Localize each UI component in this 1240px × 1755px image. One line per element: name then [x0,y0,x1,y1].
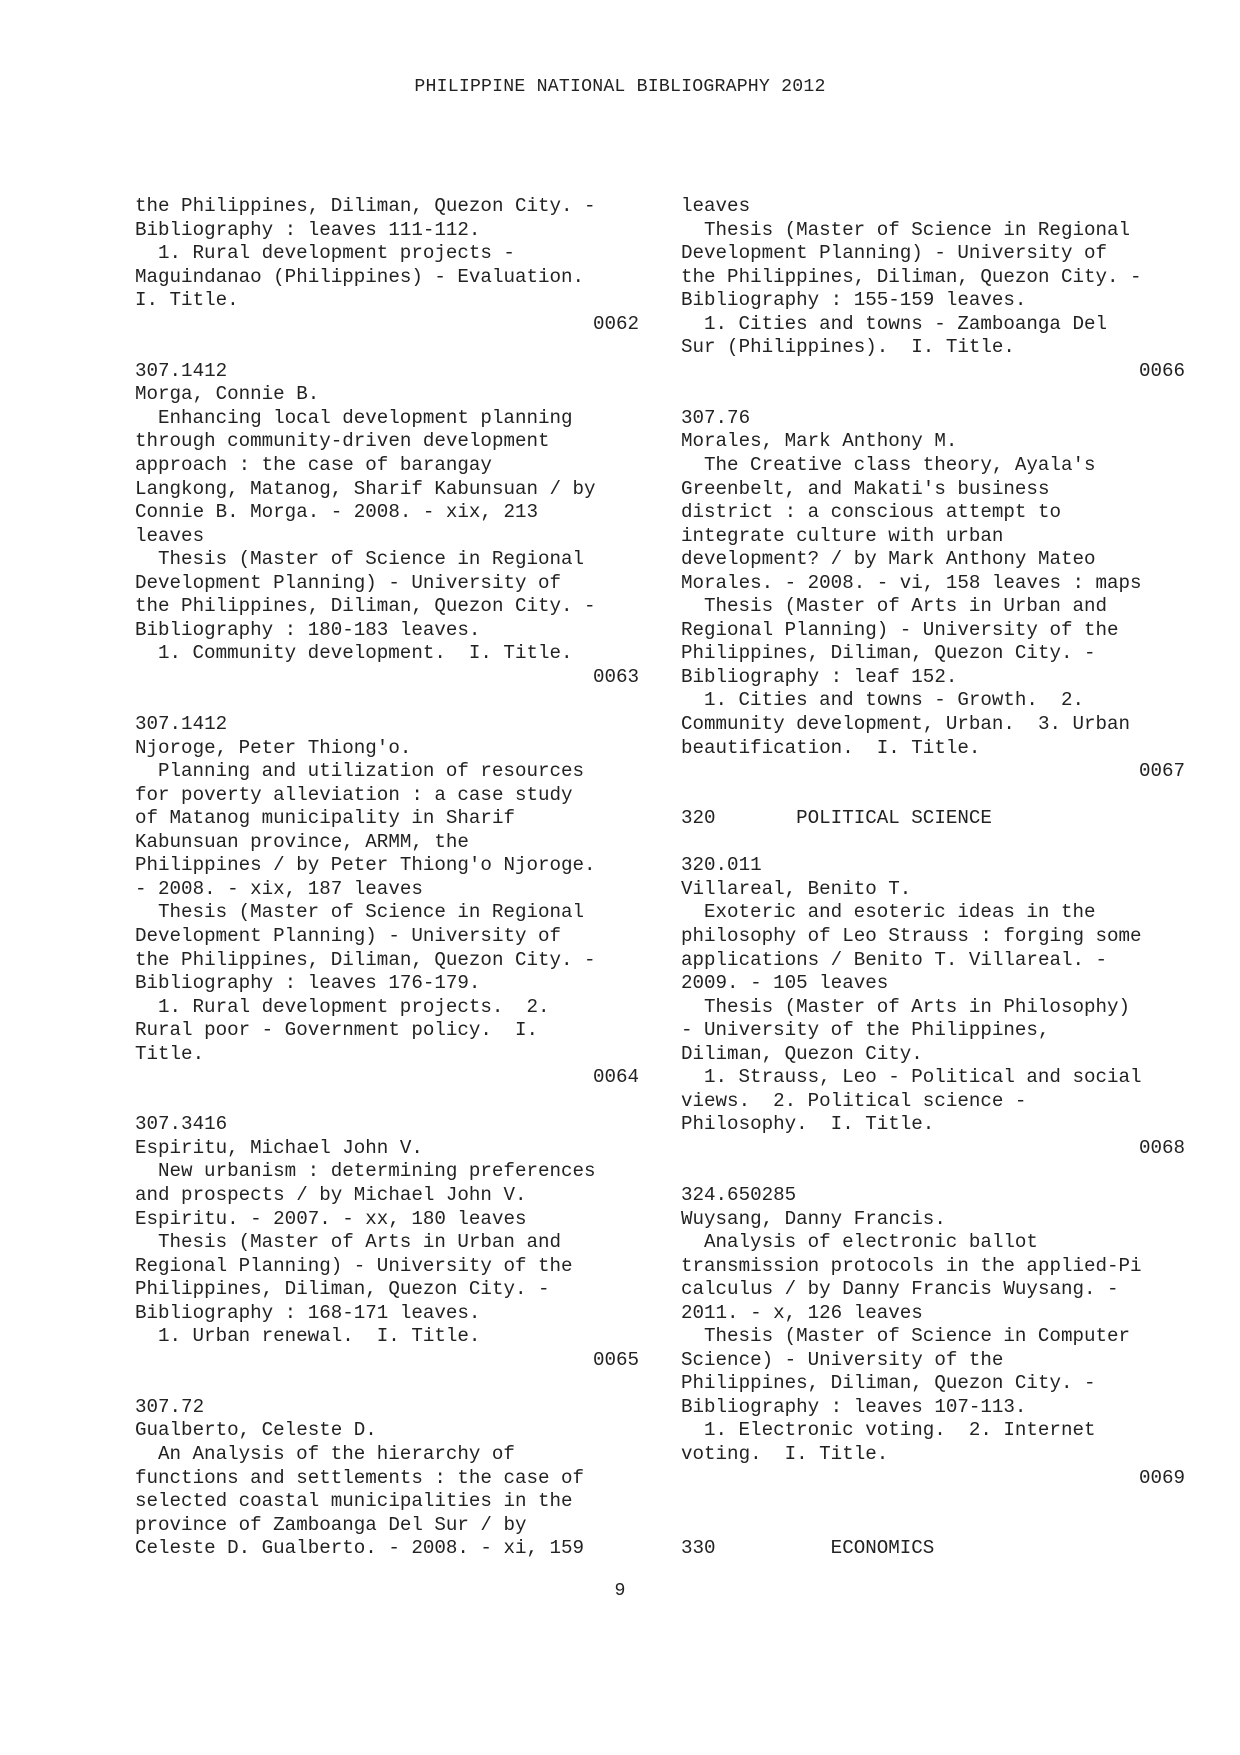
text-line: Philippines, Diliman, Quezon City. - [135,1278,550,1301]
text-line: Philippines, Diliman, Quezon City. - [681,642,1096,665]
right-column [681,195,1185,1561]
text-line: Espiritu, Michael John V. [135,1136,423,1159]
text-line: The Creative class theory, Ayala's [704,454,1096,477]
blank-line [135,689,639,713]
text-line: approach : the case of barangay [135,454,492,477]
text-line: Langkong, Matanog, Sharif Kabunsuan / by [135,477,596,500]
entry-number: 0067 [1138,760,1185,783]
text-line: Title. [135,1042,205,1065]
page-header-title: PHILIPPINE NATIONAL BIBLIOGRAPHY 2012 [414,77,826,97]
blank-line [681,1490,1185,1514]
text-line: for poverty alleviation : a case study [135,783,573,806]
text-line: calculus / by Danny Francis Wuysang. - [681,1278,1119,1301]
text-line: Regional Planning) - University of the [135,1254,573,1277]
text-line: Bibliography : leaves 111-112. [135,218,481,241]
text-line: Rural poor - Government policy. I. [135,1019,539,1042]
text-line: Bibliography : 155-159 leaves. [681,289,1027,312]
text-line: Regional Planning) - University of the [681,618,1119,641]
text-line: 1. Cities and towns - Zamboanga Del [704,312,1108,335]
text-line: and prospects / by Michael John V. [135,1183,527,1206]
blank-line [135,336,639,360]
text-line: province of Zamboanga Del Sur / by [135,1513,527,1536]
text-line: integrate culture with urban [681,524,1004,547]
text-line: - 2008. - xix, 187 leaves [135,877,423,900]
text-line: Connie B. Morga. - 2008. - xix, 213 [135,501,539,524]
entry-number: 0062 [592,312,639,335]
text-line: Villareal, Benito T. [681,877,912,900]
text-line: the Philippines, Diliman, Quezon City. - [135,595,596,618]
text-line: Thesis (Master of Science in Regional [158,901,585,924]
text-line: Philippines / by Peter Thiong'o Njoroge. [135,854,596,877]
text-line: functions and settlements : the case of [135,1466,585,1489]
text-line: Community development, Urban. 3. Urban [681,713,1131,736]
entry-number: 0065 [592,1348,639,1371]
text-line: applications / Benito T. Villareal. - [681,948,1108,971]
text-line: Bibliography : 180-183 leaves. [135,618,481,641]
text-line: Analysis of electronic ballot [704,1231,1038,1254]
text-line: 1. Cities and towns - Growth. 2. [704,689,1084,712]
blank-line [681,831,1185,855]
text-line: 1. Community development. I. Title. [158,642,573,665]
text-line: the Philippines, Diliman, Quezon City. - [681,265,1142,288]
text-line: Thesis (Master of Arts in Urban and [158,1231,562,1254]
text-line: the Philippines, Diliman, Quezon City. - [135,195,596,217]
text-line: views. 2. Political science - [681,1089,1027,1112]
blank-line [681,383,1185,407]
text-line: of Matanog municipality in Sharif [135,807,515,830]
text-line: 1. Strauss, Leo - Political and social [704,1066,1142,1089]
text-line: 1. Rural development projects - [158,242,515,265]
text-line: through community-driven development [135,430,550,453]
text-line: Thesis (Master of Science in Regional [158,548,585,571]
entry-number: 0068 [1138,1136,1185,1159]
text-line: Bibliography : leaves 107-113. [681,1395,1027,1418]
text-line: development? / by Mark Anthony Mateo [681,548,1096,571]
text-line: 307.76 [681,406,751,429]
blank-line [681,1160,1185,1184]
text-line: leaves [135,524,205,547]
text-line: 307.3416 [135,1113,228,1136]
text-line: voting. I. Title. [681,1442,889,1465]
text-line: Development Planning) - University of [135,924,562,947]
text-line: district : a conscious attempt to [681,501,1061,524]
blank-line [135,1372,639,1396]
text-line: beautification. I. Title. [681,736,981,759]
text-line: Science) - University of the [681,1348,1004,1371]
entry-number: 0064 [592,1066,639,1089]
text-line: Philippines, Diliman, Quezon City. - [681,1372,1096,1395]
text-line: the Philippines, Diliman, Quezon City. - [135,948,596,971]
text-line: 320 POLITICAL SCIENCE [681,807,992,830]
text-line: Morga, Connie B. [135,383,320,406]
text-line: I. Title. [135,289,239,312]
text-line: New urbanism : determining preferences [158,1160,596,1183]
text-line: - University of the Philippines, [681,1019,1050,1042]
text-line: Maguindanao (Philippines) - Evaluation. [135,265,585,288]
text-line: 330 ECONOMICS [681,1537,935,1560]
text-line: Thesis (Master of Arts in Urban and [704,595,1108,618]
text-line: philosophy of Leo Strauss : forging some [681,924,1142,947]
text-line: Development Planning) - University of [681,242,1108,265]
blank-line [681,784,1185,808]
left-column [135,195,639,1561]
text-line: Sur (Philippines). I. Title. [681,336,1015,359]
text-line: Development Planning) - University of [135,571,562,594]
text-line: 1. Electronic voting. 2. Internet [704,1419,1096,1442]
text-line: Thesis (Master of Arts in Philosophy) [704,995,1131,1018]
text-line: Exoteric and esoteric ideas in the [704,901,1096,924]
text-line: Bibliography : leaf 152. [681,665,958,688]
text-line: leaves [681,195,751,217]
text-line: Celeste D. Gualberto. - 2008. - xi, 159 [135,1537,585,1560]
text-line: Planning and utilization of resources [158,760,585,783]
entry-number: 0063 [592,665,639,688]
text-line: 1. Urban renewal. I. Title. [158,1325,481,1348]
text-line: Enhancing local development planning [158,406,573,429]
text-line: Diliman, Quezon City. [681,1042,923,1065]
text-line: 324.650285 [681,1183,797,1206]
text-line: An Analysis of the hierarchy of [158,1442,515,1465]
text-line: Morales, Mark Anthony M. [681,430,958,453]
text-line: 1. Rural development projects. 2. [158,995,550,1018]
text-line: Thesis (Master of Science in Computer [704,1325,1131,1348]
text-line: 2011. - x, 126 leaves [681,1301,923,1324]
text-line: Morales. - 2008. - vi, 158 leaves : maps [681,571,1142,594]
text-line: 307.1412 [135,359,228,382]
blank-line [681,1514,1185,1538]
text-line: Greenbelt, and Makati's business [681,477,1050,500]
text-line: Philosophy. I. Title. [681,1113,935,1136]
text-line: 307.72 [135,1395,205,1418]
text-line: Thesis (Master of Science in Regional [704,218,1131,241]
text-line: transmission protocols in the applied-Pi [681,1254,1142,1277]
text-line: Gualberto, Celeste D. [135,1419,377,1442]
text-line: Bibliography : leaves 176-179. [135,972,481,995]
text-line: Bibliography : 168-171 leaves. [135,1301,481,1324]
text-line: 307.1412 [135,713,228,736]
text-line: Espiritu. - 2007. - xx, 180 leaves [135,1207,527,1230]
text-line: 320.011 [681,854,762,877]
text-line: Wuysang, Danny Francis. [681,1207,946,1230]
text-line: selected coastal municipalities in the [135,1490,573,1513]
text-line: Njoroge, Peter Thiong'o. [135,736,412,759]
text-line: 2009. - 105 leaves [681,972,889,995]
text-line: Kabunsuan province, ARMM, the [135,830,469,853]
blank-line [135,1090,639,1114]
entry-number: 0066 [1138,359,1185,382]
entry-number: 0069 [1138,1466,1185,1489]
page-number: 9 [614,1581,626,1601]
